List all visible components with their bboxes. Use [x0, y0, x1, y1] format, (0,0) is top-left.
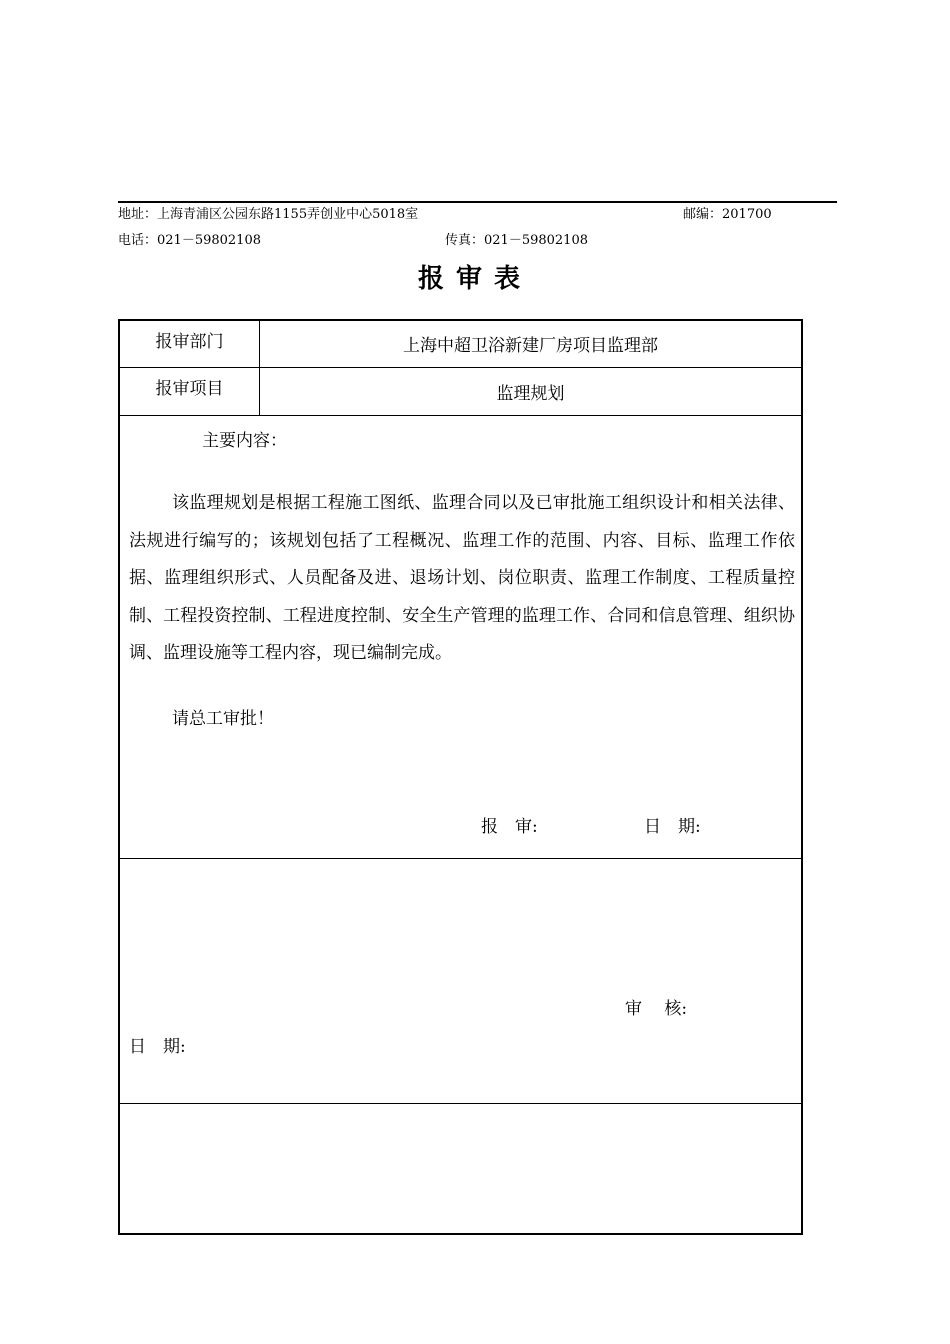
reviewer-label: 审 核: — [625, 999, 688, 1019]
row-divider — [120, 367, 801, 368]
department-label: 报审部门 — [155, 332, 224, 352]
submit-date-label: 日 期: — [644, 817, 701, 837]
header-phone: 电话：021－59802108 — [118, 233, 261, 248]
item-value: 监理规划 — [496, 384, 565, 404]
section-divider — [120, 1103, 801, 1104]
header-postcode: 邮编：201700 — [683, 207, 772, 222]
header-fax: 传真：021－59802108 — [445, 233, 588, 248]
approval-request: 请总工审批！ — [172, 709, 274, 729]
content-body: 该监理规划是根据工程施工图纸、监理合同以及已审批施工组织设计和相关法律、法规进行编写的；该规划包括了工程概况、监理工作的范围、内容、目标、监理工作依据、监理组织形式、人员配备及进、退场计划、岗位职责、监理工作制度、工程质量控制、工程投资控制、工程进度控制、安全生产管理的监理工作、合同和信息管理、组织协调、监理设施等工程内容，现已编制完成。 — [129, 493, 795, 664]
review-form — [118, 319, 803, 1235]
header-address: 地址：上海青浦区公园东路1155弄创业中心5018室 — [118, 207, 419, 222]
page-title: 报审表 — [417, 264, 532, 294]
submitter-label: 报 审: — [481, 817, 538, 837]
content-heading: 主要内容： — [202, 431, 287, 451]
header-rule — [118, 201, 837, 203]
row-divider — [120, 415, 801, 416]
department-value: 上海中超卫浴新建厂房项目监理部 — [403, 336, 658, 356]
section-divider — [120, 858, 801, 859]
item-label: 报审项目 — [155, 379, 224, 399]
review-date-label: 日 期: — [129, 1037, 186, 1057]
